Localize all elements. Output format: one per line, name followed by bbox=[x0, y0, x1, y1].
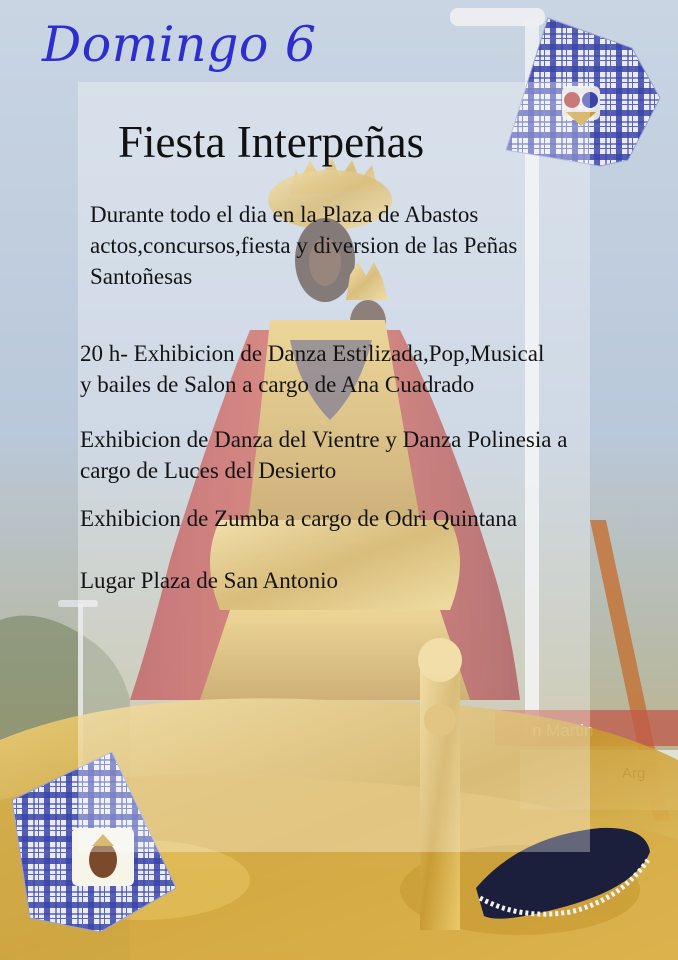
intro-paragraph bbox=[90, 199, 517, 292]
intro-line: Santoñesas bbox=[90, 264, 193, 289]
schedule-line: 20 h- Exhibicion de Danza Estilizada,Pop,Musical bbox=[80, 341, 545, 366]
location-line: Lugar Plaza de San Antonio bbox=[80, 568, 339, 593]
intro-line: Durante todo el dia en la Plaza de Abastos bbox=[90, 202, 479, 227]
schedule-item-dance bbox=[80, 338, 544, 400]
schedule-line: y bailes de Salon a cargo de Ana Cuadrado bbox=[80, 372, 475, 397]
intro-line: actos,concursos,fiesta y diversion de las Peñas bbox=[90, 233, 518, 258]
schedule-item-belly-dance bbox=[80, 424, 567, 486]
schedule-line: Exhibicion de Zumba a cargo de Odri Quintana bbox=[80, 506, 518, 531]
event-title: Fiesta Interpeñas bbox=[118, 117, 425, 167]
day-title: Domingo 6 bbox=[42, 16, 317, 73]
schedule-line: Exhibicion de Danza del Vientre y Danza Polinesia a bbox=[80, 427, 568, 452]
schedule-item-zumba bbox=[80, 503, 517, 534]
schedule-line: cargo de Luces del Desierto bbox=[80, 458, 337, 483]
